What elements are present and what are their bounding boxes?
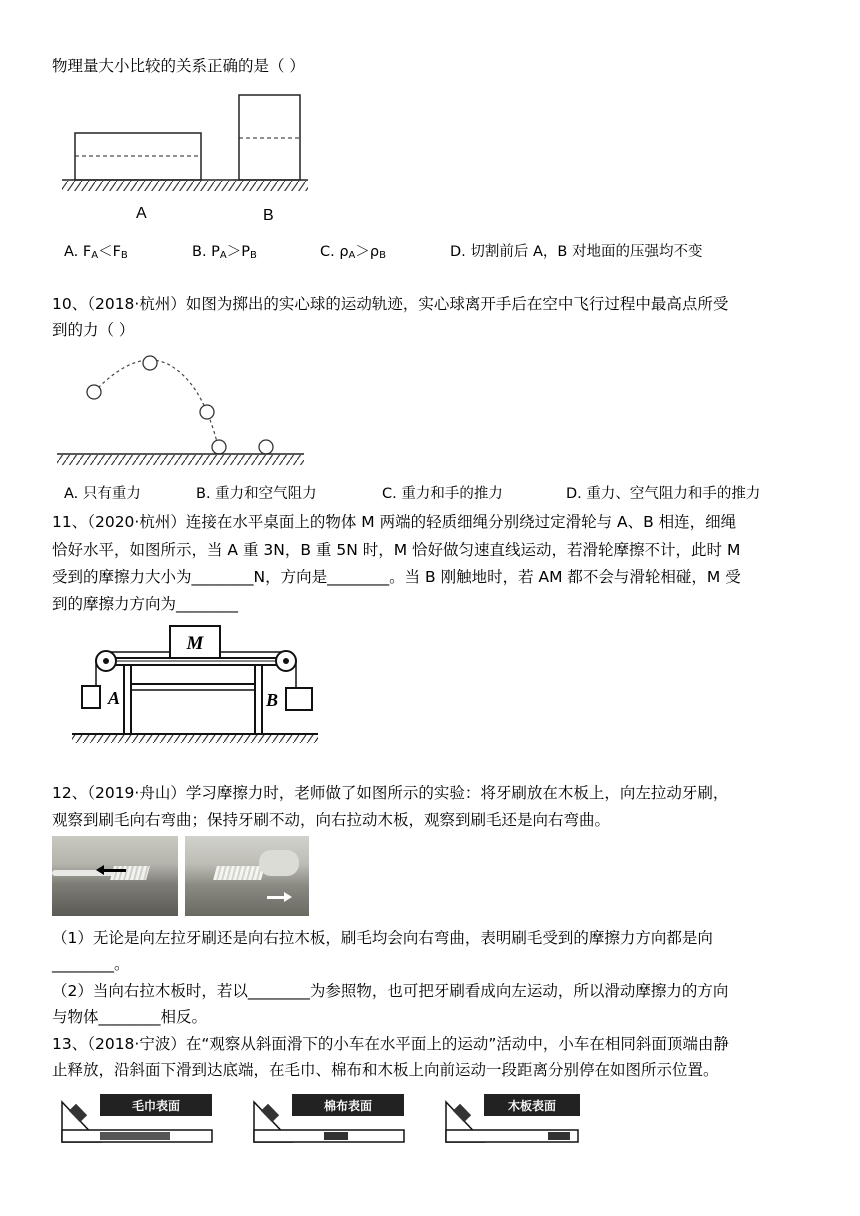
q10-line1: 10、（2018·杭州）如图为掷出的实心球的运动轨迹，实心球离开手后在空中飞行过程中最高点所受 xyxy=(52,295,729,313)
toothbrush-photo-1 xyxy=(52,836,178,916)
toothbrush-photo-2 xyxy=(185,836,309,916)
ball-5 xyxy=(259,440,273,454)
svg-text:毛巾表面: 毛巾表面 xyxy=(131,1099,181,1113)
svg-text:A: A xyxy=(108,688,121,708)
q13-line1: 13、（2018·宁波）在“观察从斜面滑下的小车在水平面上的运动”活动中，小车在相同斜面顶端由静 xyxy=(52,1035,729,1053)
q10-option-d[interactable]: D. 重力、空气阻力和手的推力 xyxy=(566,486,761,502)
q12-line1: 12、（2019·舟山）学习摩擦力时，老师做了如图所示的实验：将牙刷放在木板上，向左拉动牙刷， xyxy=(52,784,729,802)
weight-a xyxy=(82,686,100,708)
ball-2 xyxy=(143,356,157,370)
weight-b xyxy=(286,688,312,710)
svg-text:B: B xyxy=(266,690,279,710)
q13-ramp-figure-towel xyxy=(60,1092,220,1146)
q10-ball-trajectory-figure xyxy=(52,350,307,468)
svg-text:木板表面: 木板表面 xyxy=(507,1099,557,1113)
q10-option-c[interactable]: C. 重力和手的推力 xyxy=(382,486,503,502)
q10-option-a[interactable]: A. 只有重力 xyxy=(64,486,141,502)
ball-1 xyxy=(87,385,101,399)
q9-label-b: B xyxy=(263,207,274,224)
q13-line2: 止释放，沿斜面下滑到达底端，在毛巾、棉布和木板上向前运动一段距离分别停在如图所示位置。 xyxy=(52,1061,719,1079)
q11-pulley-table-figure xyxy=(70,622,320,744)
label-m: M xyxy=(186,633,204,654)
q12-sub1-line1: （1）无论是向左拉牙刷还是向右拉木板，刷毛均会向右弯曲，表明刷毛受到的摩擦力方向都是向 xyxy=(52,929,713,947)
q13-ramp-figure-wood xyxy=(444,1092,584,1146)
q12-sub2-line2: 与物体________相反。 xyxy=(52,1008,208,1026)
q9-option-b[interactable]: B. $P_A>P_B$ xyxy=(192,244,257,261)
q11-line4: 到的摩擦力方向为________ xyxy=(52,595,239,613)
q9-stem: 物理量大小比较的关系正确的是（ ） xyxy=(52,57,305,75)
q12-line2: 观察到刷毛向右弯曲；保持牙刷不动，向右拉动木板，观察到刷毛还是向右弯曲。 xyxy=(52,811,611,829)
q10-line2: 到的力（ ） xyxy=(52,321,135,339)
q9-figure xyxy=(60,92,310,196)
q9-option-c[interactable]: C. $\rho_A>\rho_B$ xyxy=(320,244,386,261)
q11-line2: 恰好水平，如图所示，当 A 重 3N，B 重 5N 时，M 恰好做匀速直线运动，若滑轮摩擦不计，此时 M xyxy=(52,541,741,559)
q9-option-d[interactable]: D. 切割前后 A，B 对地面的压强均不变 xyxy=(450,244,703,260)
q13-ramp-figure-cotton xyxy=(252,1092,412,1146)
q12-sub1-line2: ________。 xyxy=(52,955,130,973)
ball-3 xyxy=(200,405,214,419)
q9-option-a[interactable]: A. $F_A<F_B$ xyxy=(64,244,128,261)
ball-4 xyxy=(212,440,226,454)
q12-sub2-line1: （2）当向右拉木板时，若以________为参照物，也可把牙刷看成向左运动，所以滑动摩擦力的方向 xyxy=(52,982,729,1000)
q11-line3: 受到的摩擦力大小为________N，方向是________。当 B 刚触地时，若 AM 都不会与滑轮相碰，M 受 xyxy=(52,568,741,586)
svg-text:棉布表面: 棉布表面 xyxy=(323,1099,373,1113)
q11-line1: 11、（2020·杭州）连接在水平桌面上的物体 M 两端的轻质细绳分别绕过定滑轮与 A、B 相连，细绳 xyxy=(52,513,737,531)
q10-option-b[interactable]: B. 重力和空气阻力 xyxy=(196,486,317,502)
arrow-left-icon xyxy=(102,869,126,872)
arrow-right-icon xyxy=(267,896,285,899)
q9-label-a: A xyxy=(136,205,147,222)
